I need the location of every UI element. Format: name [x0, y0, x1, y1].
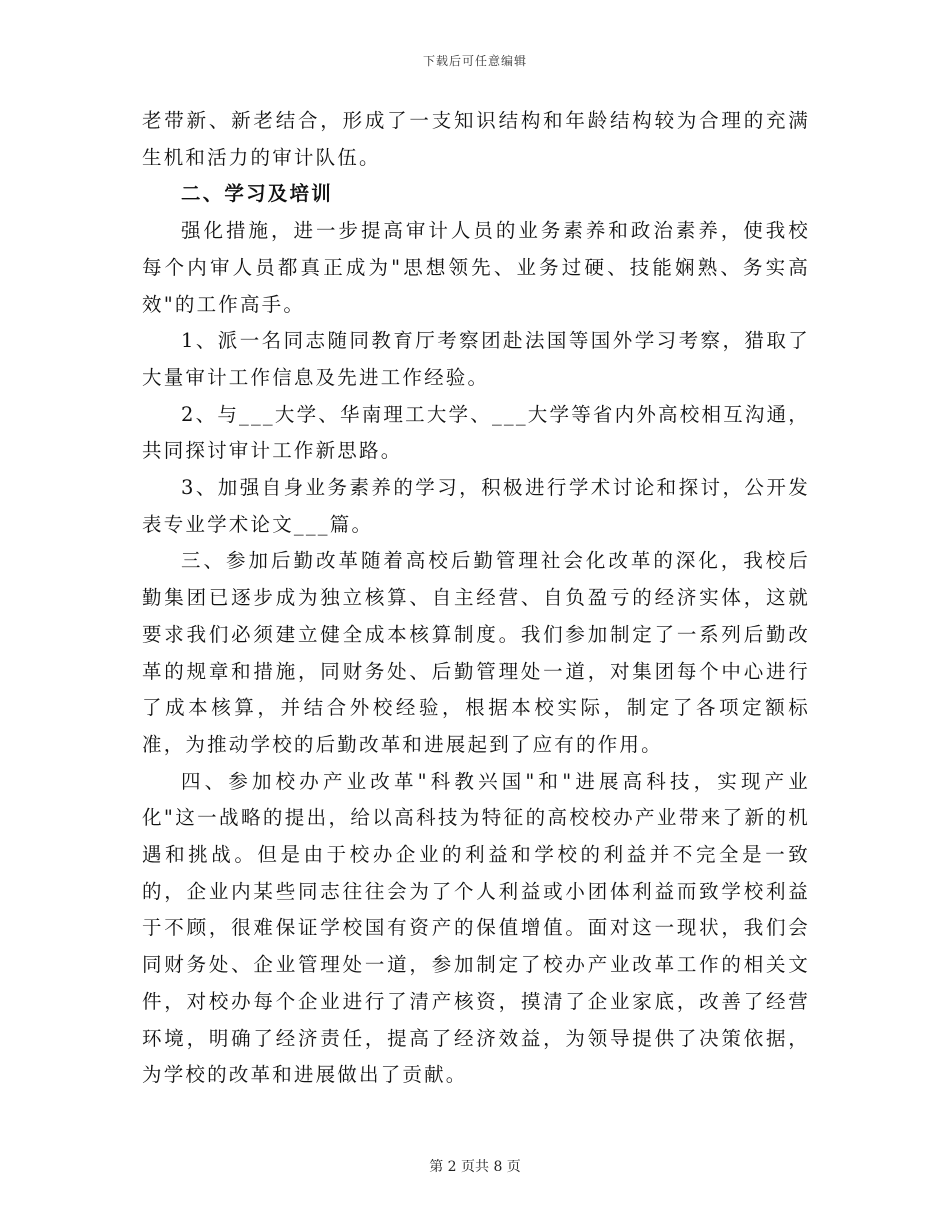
document-body: [142, 103, 810, 1094]
page-header: 下载后可任意编辑: [422, 54, 527, 68]
list-item-3: 3、加强自身业务素养的学习，积极进行学术讨论和探讨，公开发表专业学术论文___篇。: [142, 476, 810, 536]
page-number: 第 2 页共 8 页: [429, 1159, 521, 1175]
section-heading-study-training: 二、学习及培训: [181, 182, 333, 206]
paragraph-measures: 强化措施，进一步提高审计人员的业务素养和政治素养，使我校每个内审人员都真正成为"思想领先、业务过硬、技能娴熟、务实高效"的工作高手。: [142, 219, 810, 316]
list-item-1: 1、派一名同志随同教育厅考察团赴法国等国外学习考察，猎取了大量审计工作信息及先进工作经验。: [142, 329, 810, 389]
paragraph-industry-reform: 四、参加校办产业改革"科教兴国"和"进展高科技，实现产业化"这一战略的提出，给以高科技为特征的高校校办产业带来了新的机遇和挑战。但是由于校办企业的利益和学校的利益并不完全是一致的，企业内某些同志往往会为了个人利益或小团体利益而致学校利益于不顾，很难保证学校国有资产的保值增值。面对这一现状，我们会同财务处、企业管理处一道，参加制定了校办产业改革工作的相关文件，对校办每个企业进行了清产核资，摸清了企业家底，改善了经营环境，明确了经济责任，提高了经济效益，为领导提供了决策依据，为学校的改革和进展做出了贡献。: [142, 769, 810, 1087]
paragraph-logistics-reform: 三、参加后勤改革随着高校后勤管理社会化改革的深化，我校后勤集团已逐步成为独立核算、自主经营、自负盈亏的经济实体，这就要求我们必须建立健全成本核算制度。我们参加制定了一系列后勤改革的规章和措施，同财务处、后勤管理处一道，对集团每个中心进行了成本核算，并结合外校经验，根据本校实际，制定了各项定额标准，为推动学校的后勤改革和进展起到了应有的作用。: [142, 549, 810, 756]
paragraph-continuation: 老带新、新老结合，形成了一支知识结构和年龄结构较为合理的充满生机和活力的审计队伍。: [142, 109, 810, 169]
list-item-2: 2、与___大学、华南理工大学、___大学等省内外高校相互沟通，共同探讨审计工作新思路。: [142, 402, 810, 463]
